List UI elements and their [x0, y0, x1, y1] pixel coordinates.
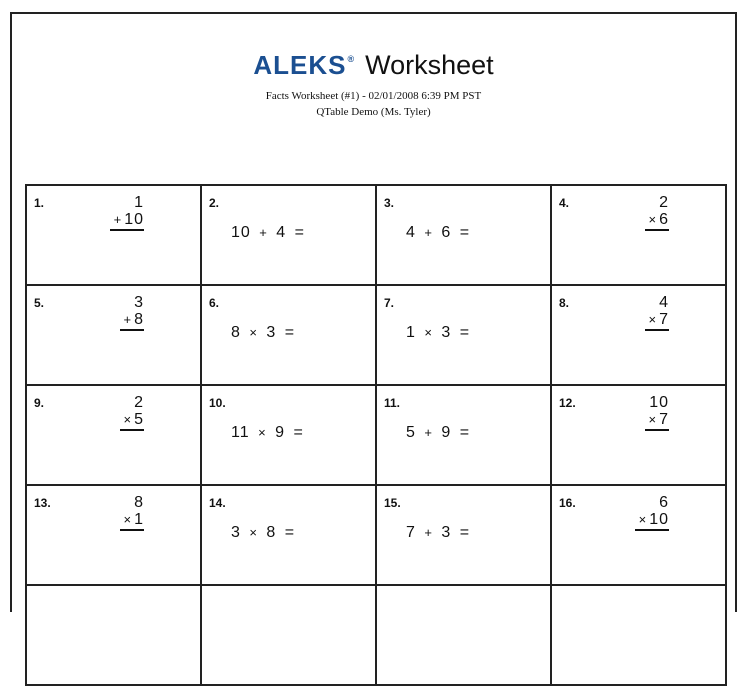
operand: 3 — [441, 324, 452, 341]
worksheet-header — [12, 50, 735, 120]
problem-cell — [27, 186, 202, 286]
problem-cell — [377, 386, 552, 486]
top-operand: 8 — [134, 494, 144, 511]
horizontal-problem — [231, 424, 304, 442]
operator: × — [249, 525, 258, 540]
operator: × — [424, 325, 433, 340]
equals-sign: = — [459, 224, 471, 241]
problem-cell — [27, 386, 202, 486]
problem-cell — [552, 486, 727, 586]
equals-sign: = — [284, 524, 296, 541]
bottom-line — [645, 311, 670, 331]
bottom-operand: 8 — [134, 311, 144, 328]
operator: + — [424, 525, 433, 540]
horizontal-problem — [406, 224, 470, 242]
operand: 11 — [231, 424, 250, 441]
operand: 4 — [406, 224, 416, 241]
problem-cell — [377, 286, 552, 386]
problem-number: 7. — [384, 296, 395, 310]
horizontal-problem — [231, 524, 295, 542]
operand: 4 — [276, 224, 287, 241]
problem-number: 13. — [34, 496, 51, 510]
problem-number: 12. — [559, 396, 576, 410]
operator: + — [424, 425, 433, 440]
problem-number: 1. — [34, 196, 45, 210]
problem-cell — [27, 586, 202, 686]
operand: 9 — [441, 424, 452, 441]
operand: 5 — [406, 424, 416, 441]
problem-number: 9. — [34, 396, 45, 410]
problem-cell — [27, 486, 202, 586]
vertical-problem — [635, 494, 669, 531]
top-operand: 4 — [659, 294, 669, 311]
worksheet-info: Facts Worksheet (#1) - 02/01/2008 6:39 PM PST — [265, 90, 482, 102]
problem-cell — [202, 386, 377, 486]
operator: × — [648, 312, 658, 327]
problem-cell — [377, 486, 552, 586]
operand: 1 — [406, 324, 416, 341]
horizontal-problem — [231, 324, 295, 342]
problem-cell — [202, 186, 377, 286]
horizontal-problem — [406, 324, 470, 342]
bottom-line — [645, 211, 670, 231]
equals-sign: = — [459, 424, 471, 441]
operator: × — [123, 512, 133, 527]
operand: 6 — [441, 224, 452, 241]
equals-sign: = — [294, 224, 305, 241]
vertical-problem — [120, 294, 145, 331]
page-title: Worksheet — [365, 50, 494, 80]
equals-sign: = — [459, 524, 471, 541]
operator: × — [648, 212, 658, 227]
bottom-operand: 1 — [134, 511, 144, 528]
problem-cell — [202, 286, 377, 386]
operator: + — [424, 225, 433, 240]
bottom-line — [120, 311, 145, 331]
equals-sign: = — [459, 324, 471, 341]
operand: 3 — [441, 524, 452, 541]
problem-cell — [552, 186, 727, 286]
bottom-operand: 6 — [659, 211, 669, 228]
problem-grid — [25, 184, 727, 686]
bottom-operand: 7 — [659, 311, 669, 328]
brand-text: ALEKS — [253, 50, 347, 80]
problem-number: 5. — [34, 296, 45, 310]
worksheet-page — [10, 12, 737, 612]
class-info: QTable Demo (Ms. Tyler) — [316, 106, 431, 118]
problem-cell — [377, 186, 552, 286]
problem-cell — [552, 286, 727, 386]
problem-cell — [202, 486, 377, 586]
vertical-problem — [120, 494, 145, 531]
bottom-operand: 10 — [649, 511, 669, 528]
operator: + — [259, 225, 268, 240]
problem-number: 10. — [209, 396, 226, 410]
operator: × — [123, 412, 133, 427]
bottom-operand: 7 — [659, 411, 669, 428]
problem-cell — [27, 286, 202, 386]
bottom-operand: 5 — [134, 411, 144, 428]
bottom-line — [110, 211, 144, 231]
operator: × — [638, 512, 648, 527]
operand: 8 — [266, 524, 277, 541]
bottom-line — [120, 411, 145, 431]
problem-number: 11. — [384, 396, 401, 410]
operator: + — [113, 212, 123, 227]
title-line — [12, 50, 735, 81]
operand: 9 — [275, 424, 286, 441]
vertical-problem — [120, 394, 145, 431]
problem-cell — [202, 586, 377, 686]
vertical-problem — [645, 294, 670, 331]
brand-mark: ® — [347, 54, 356, 64]
operator: × — [648, 412, 658, 427]
vertical-problem — [645, 194, 670, 231]
operand: 7 — [406, 524, 416, 541]
operator: × — [249, 325, 258, 340]
top-operand: 3 — [134, 294, 144, 311]
problem-number: 14. — [209, 496, 226, 510]
operand: 3 — [231, 524, 241, 541]
bottom-line — [635, 511, 669, 531]
vertical-problem — [110, 194, 144, 231]
problem-cell — [552, 386, 727, 486]
top-operand: 2 — [659, 194, 669, 211]
operator: × — [258, 425, 267, 440]
aleks-logo — [253, 50, 355, 81]
bottom-line — [120, 511, 145, 531]
top-operand: 1 — [134, 194, 144, 211]
operand: 8 — [231, 324, 241, 341]
equals-sign: = — [284, 324, 296, 341]
bottom-operand: 10 — [124, 211, 144, 228]
problem-number: 3. — [384, 196, 395, 210]
top-operand: 10 — [649, 394, 669, 411]
problem-number: 4. — [559, 196, 570, 210]
problem-cell — [377, 586, 552, 686]
operand: 3 — [266, 324, 277, 341]
problem-cell — [552, 586, 727, 686]
problem-number: 6. — [209, 296, 220, 310]
horizontal-problem — [231, 224, 305, 242]
vertical-problem — [645, 394, 670, 431]
operand: 10 — [231, 224, 251, 241]
problem-number: 15. — [384, 496, 401, 510]
equals-sign: = — [293, 424, 304, 441]
problem-number: 8. — [559, 296, 570, 310]
operator: + — [123, 312, 133, 327]
problem-number: 2. — [209, 196, 220, 210]
top-operand: 6 — [659, 494, 669, 511]
horizontal-problem — [406, 424, 470, 442]
top-operand: 2 — [134, 394, 144, 411]
horizontal-problem — [406, 524, 470, 542]
problem-number: 16. — [559, 496, 576, 510]
bottom-line — [645, 411, 670, 431]
